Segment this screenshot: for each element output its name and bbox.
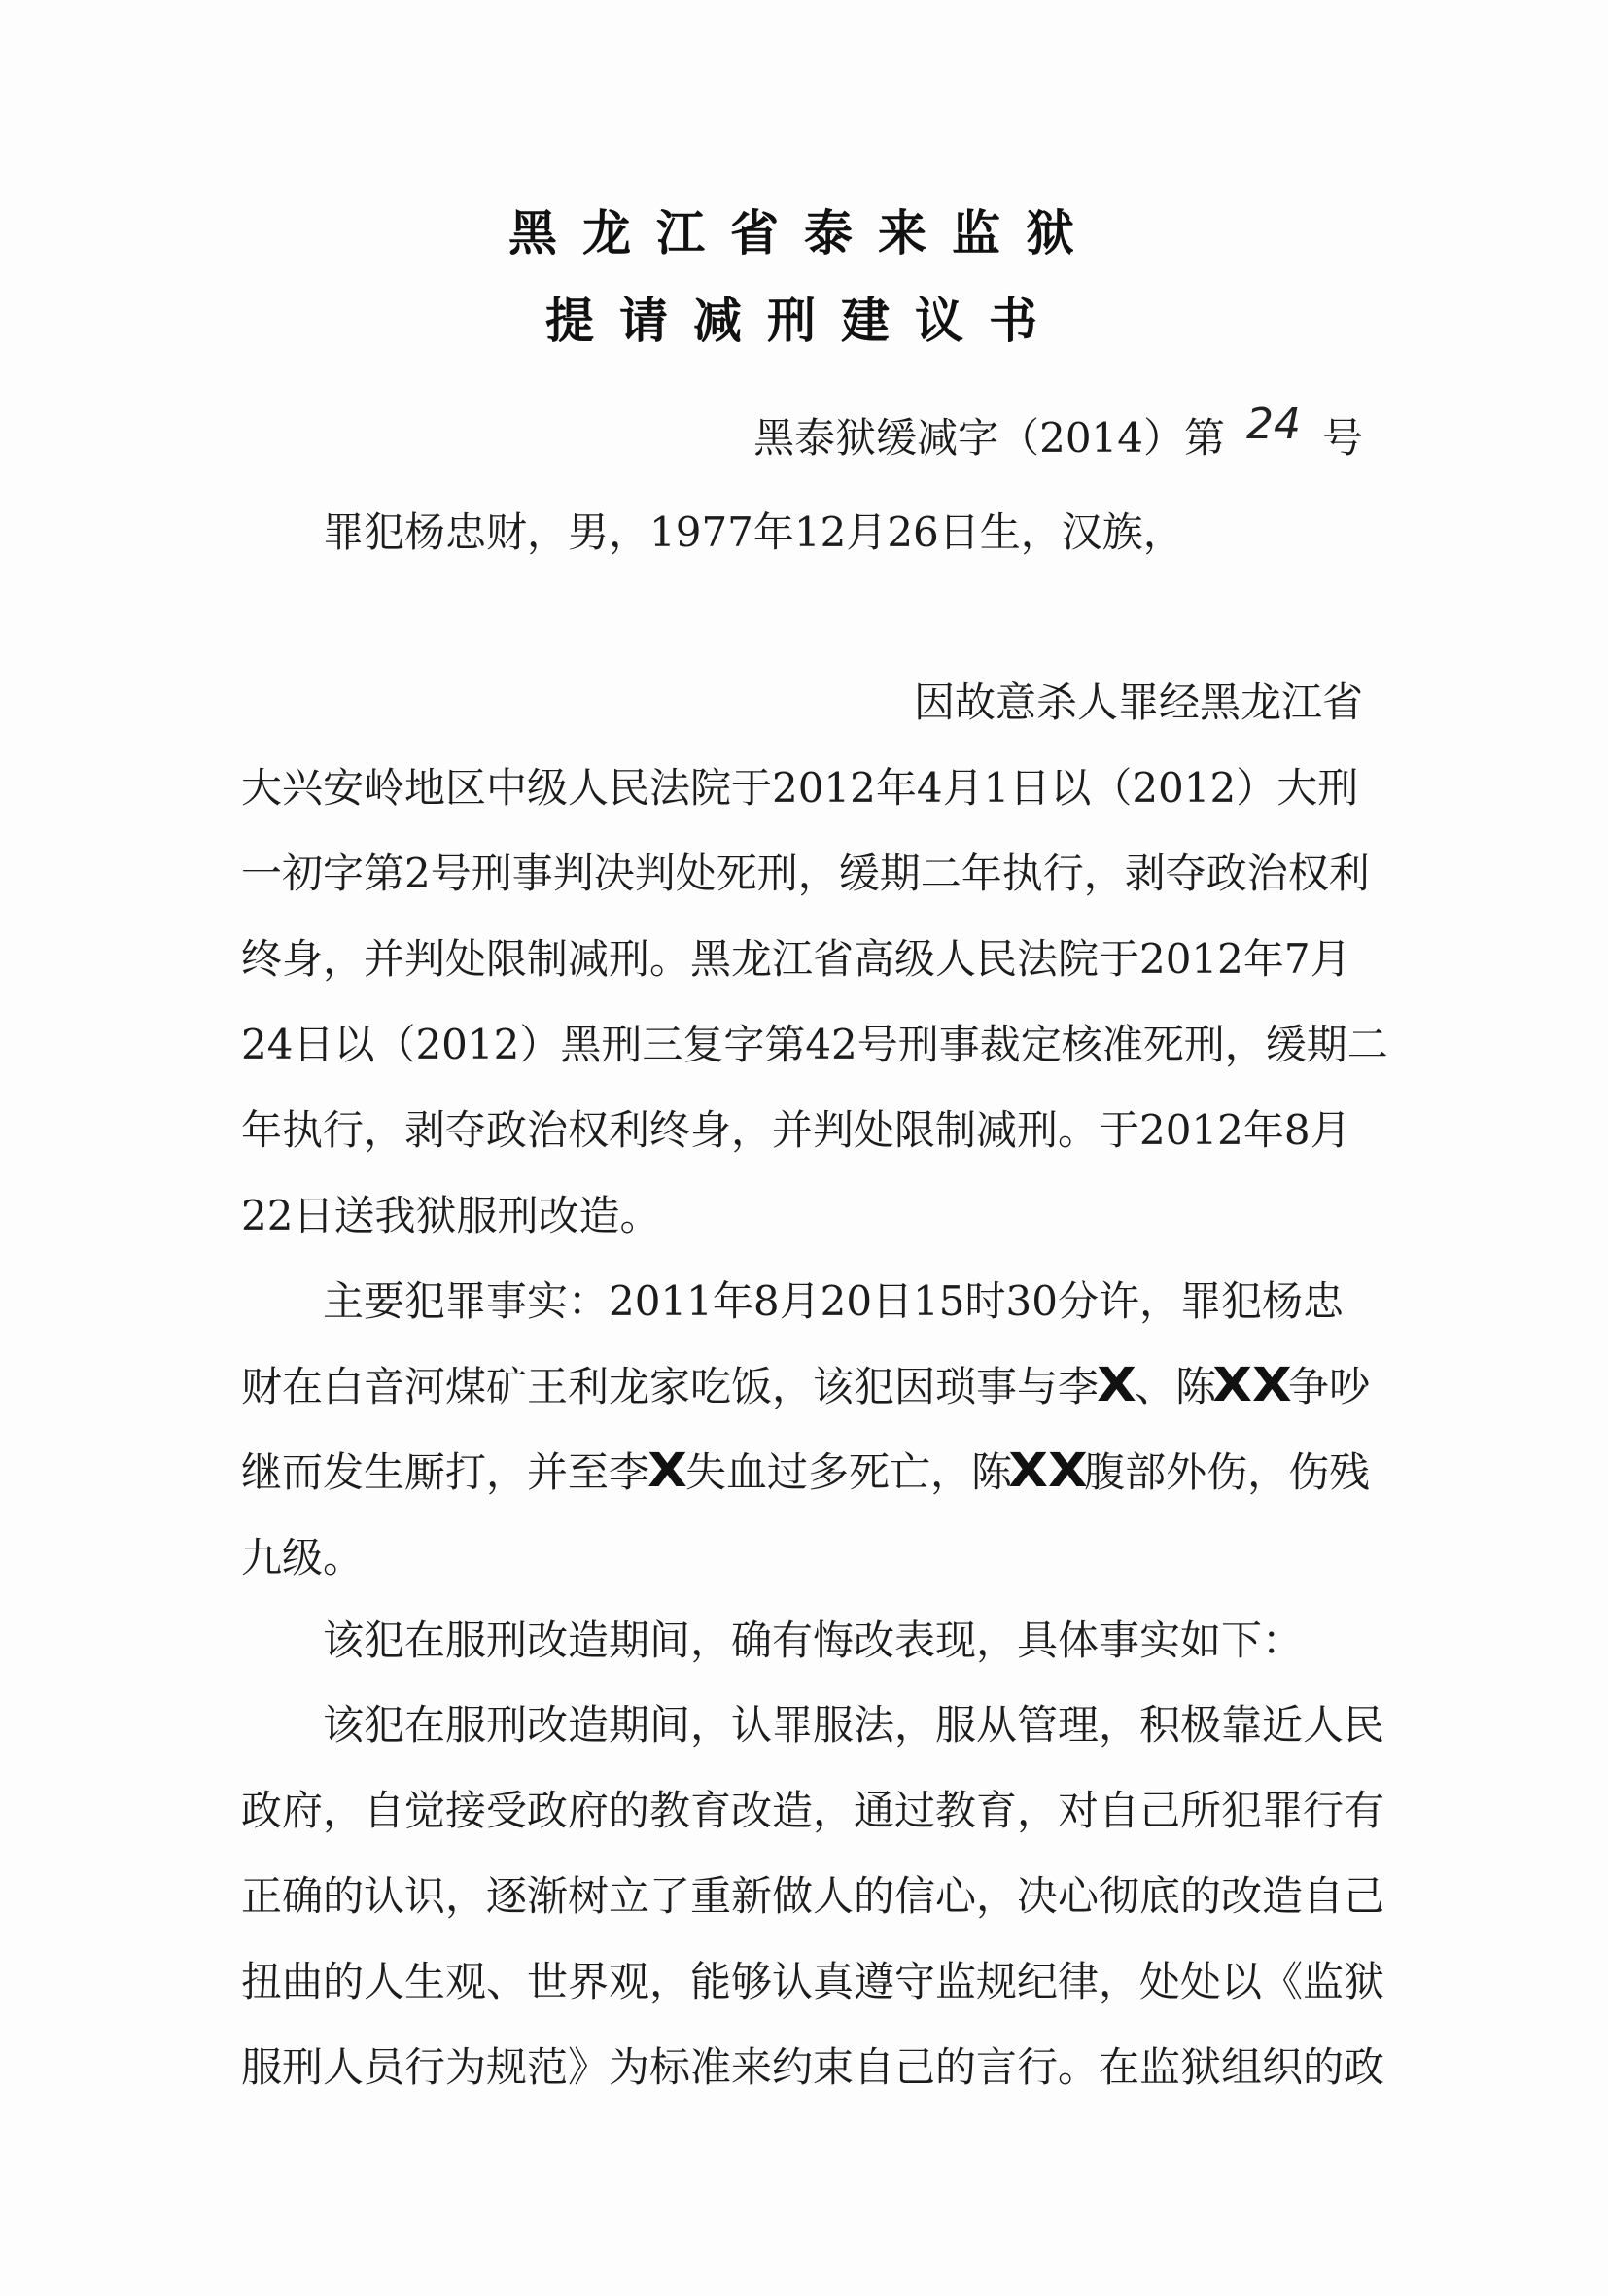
- body-line-10-part1: 财在白音河煤矿王利龙家吃饭，该犯因琐事与李: [241, 1363, 1100, 1410]
- body-line-4: 一初字第2号刑事判决判处死刑，缓期二年执行，剥夺政治权利: [241, 850, 1370, 897]
- body-line-10: [241, 1355, 1370, 1413]
- body-line-2: 因故意杀人罪经黑龙江省: [914, 678, 1364, 726]
- body-line-11-part2: 失血过多死亡，陈: [685, 1448, 1013, 1496]
- body-line-5: 终身，并判处限制减刑。黑龙江省高级人民法院于2012年7月: [241, 935, 1351, 983]
- redaction-mark: X: [1097, 1358, 1136, 1412]
- body-line-7: 年执行，剥夺政治权利终身，并判处限制减刑。于2012年8月: [241, 1106, 1351, 1154]
- body-line-10-part3: 争吵: [1288, 1363, 1371, 1410]
- body-line-13: 该犯在服刑改造期间，确有悔改表现，具体事实如下：: [323, 1617, 1304, 1664]
- body-line-10-part2: 、陈: [1135, 1363, 1217, 1410]
- redaction-mark: XX: [1212, 1358, 1292, 1412]
- body-line-17: 扭曲的人生观、世界观，能够认真遵守监规纪律，处处以《监狱: [241, 1958, 1385, 2005]
- document-number: [753, 400, 1363, 465]
- body-line-11-part3: 腹部外伤，伤残: [1084, 1448, 1371, 1496]
- doc-number-prefix: 黑泰狱缓减字（2014）第: [753, 414, 1225, 462]
- doc-number-suffix: 号: [1321, 414, 1363, 462]
- body-line-9: 主要犯罪事实：2011年8月20日15时30分许，罪犯杨忠: [323, 1277, 1344, 1325]
- doc-number-handwritten: 24: [1245, 400, 1301, 449]
- body-line-14: 该犯在服刑改造期间，认罪服法，服从管理，积极靠近人民: [323, 1701, 1385, 1749]
- body-line-16: 正确的认识，逐渐树立了重新做人的信心，决心彻底的改造自己: [241, 1872, 1385, 1920]
- body-line-15: 政府，自觉接受政府的教育改造，通过教育，对自己所犯罪行有: [241, 1787, 1385, 1834]
- document-title-line1: 黑龙江省泰来监狱: [508, 205, 1100, 261]
- redaction-mark: XX: [1008, 1444, 1088, 1498]
- body-line-1: 罪犯杨忠财，男，1977年12月26日生，汉族，: [323, 508, 1184, 556]
- body-line-8: 22日送我狱服刑改造。: [241, 1192, 661, 1239]
- body-line-18: 服刑人员行为规范》为标准来约束自己的言行。在监狱组织的政: [241, 2043, 1385, 2091]
- body-line-11-part1: 继而发生厮打，并至李: [241, 1448, 650, 1496]
- document-title-line2: 提请减刑建议书: [545, 293, 1063, 349]
- body-line-3: 大兴安岭地区中级人民法院于2012年4月1日以（2012）大刑: [241, 764, 1359, 812]
- body-line-11: [241, 1441, 1370, 1499]
- body-line-6: 24日以（2012）黑刑三复字第42号刑事裁定核准死刑，缓期二: [241, 1021, 1388, 1068]
- body-line-12: 九级。: [241, 1534, 365, 1582]
- redaction-mark: X: [647, 1444, 687, 1498]
